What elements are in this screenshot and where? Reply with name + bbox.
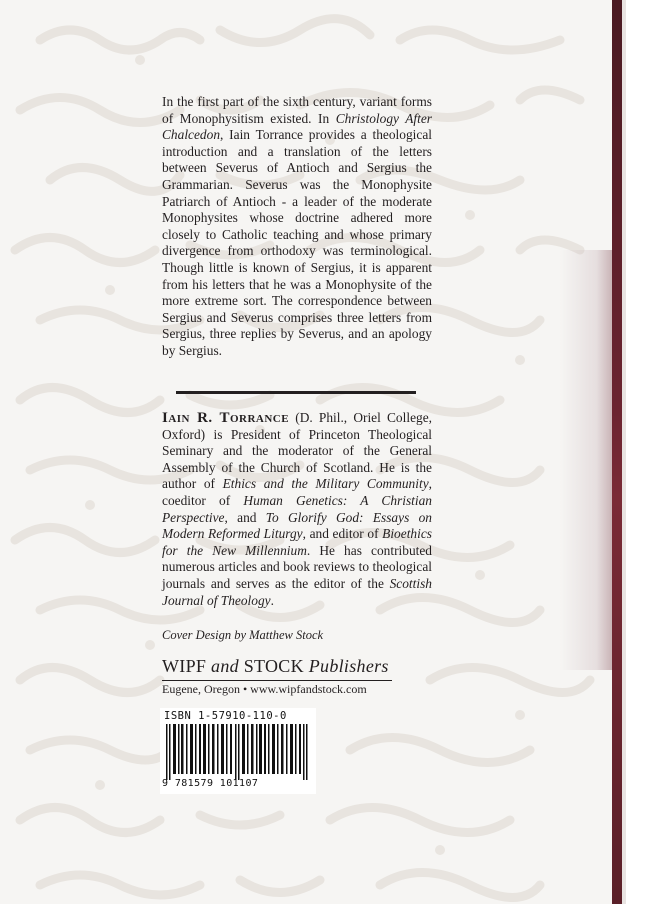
barcode-digits: 9 781579 101107 bbox=[162, 778, 259, 789]
barcode bbox=[160, 708, 316, 794]
book-title: Christology After Chalcedon bbox=[162, 110, 433, 143]
cover-design-credit: Cover Design by Matthew Stock bbox=[162, 628, 324, 642]
publisher-location: Eugene, Oregon • www.wipfandstock.com bbox=[162, 682, 367, 696]
publisher-name: WIPF and STOCK Publishers bbox=[162, 656, 389, 676]
book-spine bbox=[612, 0, 622, 904]
description-paragraph: In the first part of the sixth century, variant forms of Monophysitism existed. In Christology After Chalcedon, Iain Torrance provides a theological introduction and a translation of the letters between Severus of Antioch and Sergius the Grammarian. Severus was the Monophysite Patriarch of Antioch - a leader of the moderate Monophysites whose doctrine adhered more closely to Catholic teaching and whose primary divergence from orthodoxy was terminological. Though little is known of Sergius, it is apparent from his letters that he was a Monophysite of the more extreme sort. The correspondence between Sergius and Severus comprises three letters from Sergius, three replies by Severus, and an apology by Sergius. bbox=[162, 94, 433, 358]
isbn-label: ISBN 1-57910-110-0 bbox=[164, 710, 287, 722]
author-bio: Iain R. Torrance (D. Phil., Oriel College, Oxford) is President of Princeton Theological Seminary and the moderator of the General Assembly of the Church of Scotland. He is the author of Ethics and the Military Community, coeditor of Human Genetics: A Christian Perspective, and To Glorify God: Essays on Modern Reformed Liturgy, and editor of Bioethics for the New Millennium. He has contributed numerous articles and book reviews to theological journals and serves as the editor of the Scottish Journal of Theology. bbox=[162, 410, 433, 608]
section-divider bbox=[176, 391, 416, 394]
spine-edge bbox=[622, 0, 626, 904]
barcode-bars bbox=[166, 724, 308, 780]
cover-sheen bbox=[560, 250, 612, 670]
publisher-rule bbox=[162, 680, 392, 681]
description-block bbox=[162, 94, 432, 360]
author-name: Iain R. Torrance bbox=[162, 410, 290, 426]
